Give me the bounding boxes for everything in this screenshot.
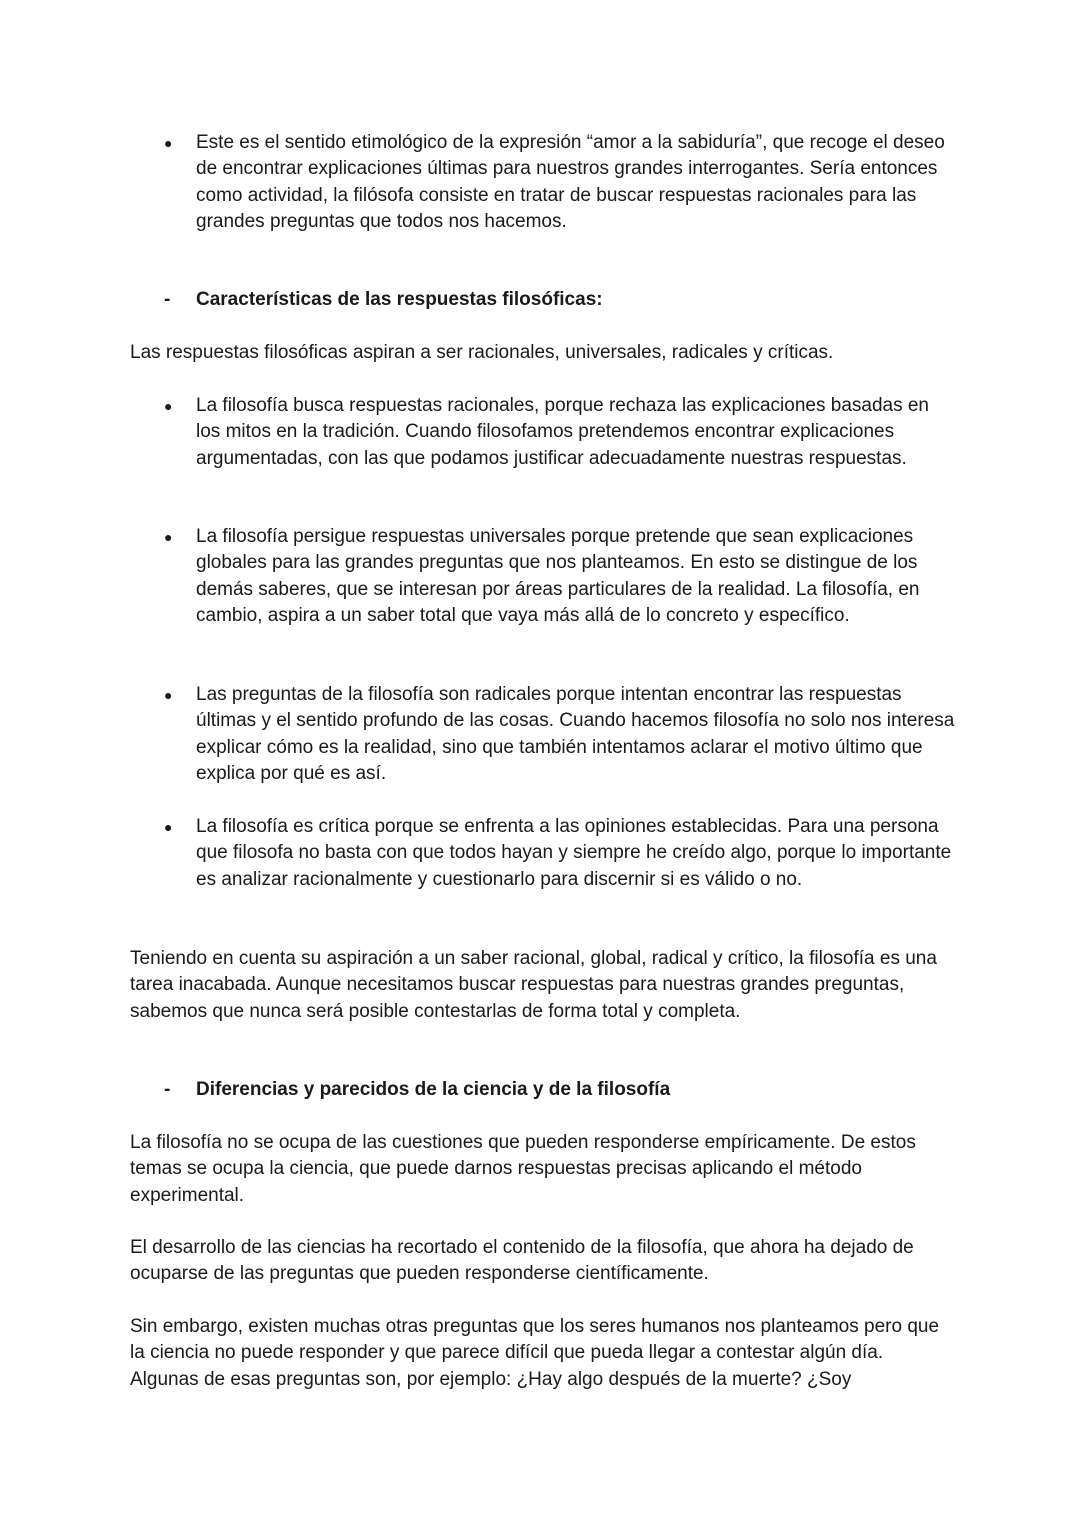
bullet-text: La filosofía busca respuestas racionales, porque rechaza las explicaciones basadas en los mitos en la tradición. Cuando filosofamos pretendemos encontrar explicaciones argumentadas, con las que podamos justificar adecuadamente nuestras respuestas. bbox=[196, 395, 930, 469]
section-heading-text: Diferencias y parecidos de la ciencia y de la filosofía bbox=[196, 1079, 671, 1100]
section-heading-text: Características de las respuestas filosóficas: bbox=[196, 289, 603, 310]
paragraph-unanswerable-questions: Sin embargo, existen muchas otras preguntas que los seres humanos nos planteamos pero que la ciencia no puede responder y que parece difícil que pueda llegar a contestar algún día. Algunas de esas preguntas son, por ejemplo: ¿Hay algo después de la muerte? ¿Soy bbox=[130, 1316, 940, 1390]
bullet-text: La filosofía persigue respuestas universales porque pretende que sean explicaciones globales para las grandes preguntas que nos planteamos. En esto se distingue de los demás saberes, que se interesan por áreas particulares de la realidad. La filosofía, en cambio, aspira a un saber total que vaya más allá de lo concreto y específico. bbox=[196, 526, 920, 626]
paragraph-science-development: El desarrollo de las ciencias ha recortado el contenido de la filosofía, que ahora ha dejado de ocuparse de las preguntas que pueden responderse científicamente. bbox=[130, 1237, 914, 1285]
bullet-text: La filosofía es crítica porque se enfrenta a las opiniones establecidas. Para una persona que filosofa no basta con que todos hayan y siempre he creído algo, porque lo importante es analizar racionalmente y cuestionarlo para discernir si es válido o no. bbox=[196, 816, 952, 890]
bullet-icon: ● bbox=[164, 819, 173, 835]
bullet-icon: ● bbox=[164, 135, 173, 151]
bullet-icon: ● bbox=[164, 529, 173, 545]
paragraph-intro-characteristics: Las respuestas filosóficas aspiran a ser racionales, universales, radicales y críticas. bbox=[130, 342, 834, 363]
paragraph-unfinished-task: Teniendo en cuenta su aspiración a un saber racional, global, radical y crítico, la filosofía es una tarea inacabada. Aunque necesitamos buscar respuestas para nuestras grandes preguntas, sabemos que nunca será posible contestarlas de forma total y completa. bbox=[130, 948, 937, 1022]
dash-marker: - bbox=[164, 1079, 171, 1100]
bullet-icon: ● bbox=[164, 687, 173, 703]
bullet-icon: ● bbox=[164, 398, 173, 414]
bullet-text: Este es el sentido etimológico de la expresión “amor a la sabiduría”, que recoge el deseo de encontrar explicaciones últimas para nuestros grandes interrogantes. Sería entonces como actividad, la filósofa consiste en tratar de buscar respuestas racionales para las grandes preguntas que todos nos hacemos. bbox=[196, 132, 945, 232]
dash-marker: - bbox=[164, 289, 171, 310]
paragraph-empirical-questions: La filosofía no se ocupa de las cuestiones que pueden responderse empíricamente. De estos temas se ocupa la ciencia, que puede darnos respuestas precisas aplicando el método experimental. bbox=[130, 1132, 916, 1206]
bullet-text: Las preguntas de la filosofía son radicales porque intentan encontrar las respuestas últimas y el sentido profundo de las cosas. Cuando hacemos filosofía no solo nos interesa explicar cómo es la realidad, sino que también intentamos aclarar el motivo último que explica por qué es así. bbox=[196, 684, 955, 784]
